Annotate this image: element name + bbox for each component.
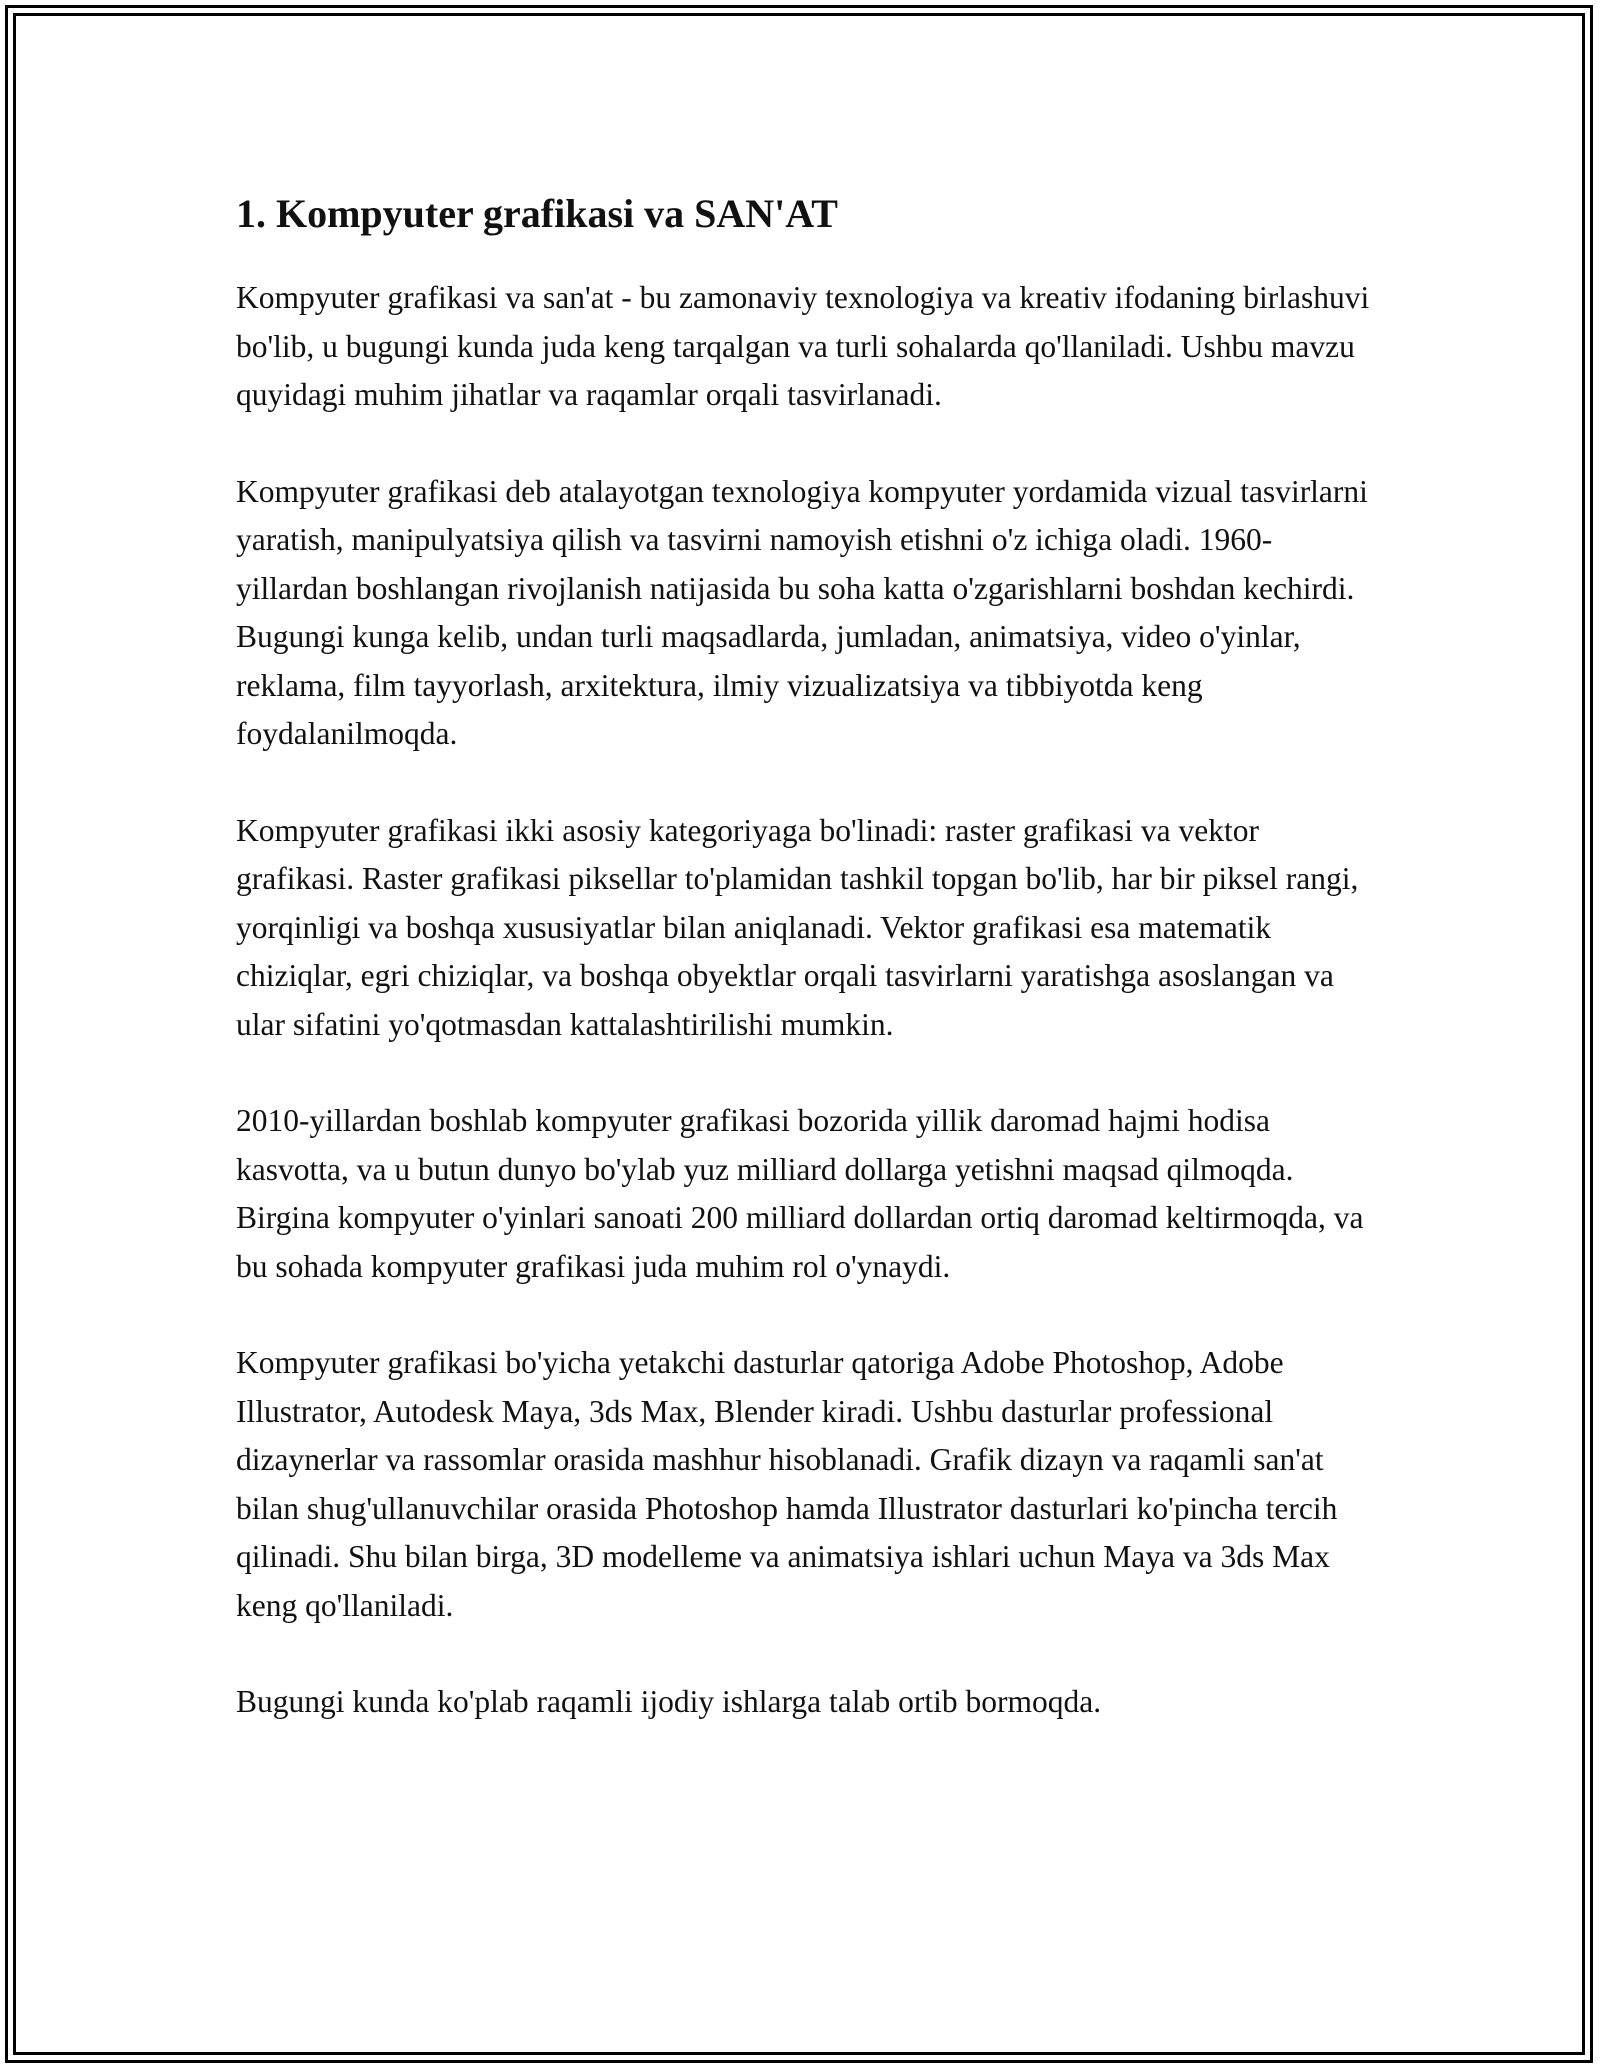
paragraph-market: 2010-yillardan boshlab kompyuter grafikasi bozorida yillik daromad hajmi hodisa kasvotta, va u butun dunyo bo'ylab yuz milliard dollarga yetishni maqsad qilmoqda. Birgina kompyuter o'yinlari sanoati 200 milliard dollardan ortiq daromad keltirmoqda, va bu sohada kompyuter grafikasi juda muhim rol o'ynaydi. [236, 1103, 1364, 1284]
paragraph-intro: Kompyuter grafikasi va san'at - bu zamonaviy texnologiya va kreativ ifodaning birlashuvi bo'lib, u bugungi kunda juda keng tarqalgan va turli sohalarda qo'llaniladi. Ushbu mavzu quyidagi muhim jihatlar va raqamlar orqali tasvirlanadi. [236, 280, 1370, 412]
paragraph-categories: Kompyuter grafikasi ikki asosiy kategoriyaga bo'linadi: raster grafikasi va vektor grafikasi. Raster grafikasi piksellar to'plamidan tashkil topgan bo'lib, har bir piksel rangi, yorqinligi va boshqa xususiyatlar bilan aniqlanadi. Vektor grafikasi esa matematik chiziqlar, egri chiziqlar, va boshqa obyektlar orqali tasvirlarni yaratishga asoslangan va ular sifatini yo'qotmasdan kattalashtirilishi mumkin. [236, 812, 1359, 1042]
paragraph-software: Kompyuter grafikasi bo'yicha yetakchi dasturlar qatoriga Adobe Photoshop, Adobe Illustrator, Autodesk Maya, 3ds Max, Blender kiradi. Ushbu dasturlar professional dizaynerlar va rassomlar orasida mashhur hisoblanadi. Grafik dizayn va raqamli san'at bilan shug'ullanuvchilar orasida Photoshop hamda Illustrator dasturlari ko'pincha tercih qilinadi. Shu bilan birga, 3D modelleme va animatsiya ishlari uchun Maya va 3ds Max keng qo'llaniladi. [236, 1345, 1338, 1623]
page-title: 1. Kompyuter grafikasi va SAN'AT [236, 191, 838, 236]
paragraph-conclusion: Bugungi kunda ko'plab raqamli ijodiy ishlarga talab ortib bormoqda. [236, 1684, 1102, 1719]
document-body [236, 186, 1376, 1775]
paragraph-definition: Kompyuter grafikasi deb atalayotgan texnologiya kompyuter yordamida vizual tasvirlarni yaratish, manipulyatsiya qilish va tasvirni namoyish etishni o'z ichiga oladi. 1960-yillardan boshlangan rivojlanish natijasida bu soha katta o'zgarishlarni boshdan kechirdi. Bugungi kunga kelib, undan turli maqsadlarda, jumladan, animatsiya, video o'yinlar, reklama, film tayyorlash, arxitektura, ilmiy vizualizatsiya va tibbiyotda keng foydalanilmoqda. [236, 473, 1368, 751]
